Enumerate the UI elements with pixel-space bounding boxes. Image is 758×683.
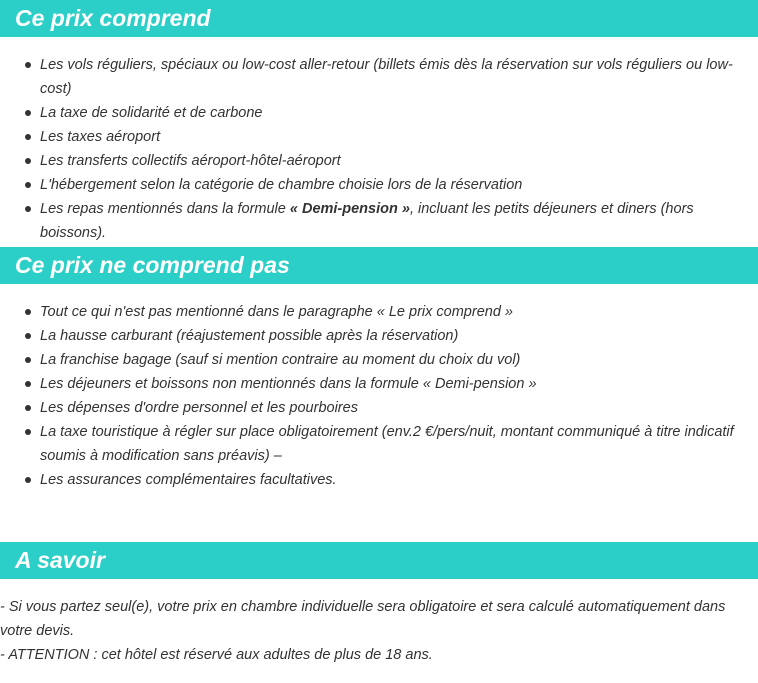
bullet-icon [25, 182, 31, 188]
list-item: La taxe touristique à régler sur place obligatoirement (env.2 €/pers/nuit, montant communiqué à titre indicatif soumis à modification sans préavis) – [0, 420, 758, 468]
list-item: L'hébergement selon la catégorie de chambre choisie lors de la réservation [0, 173, 758, 197]
section-header-good-to-know [0, 542, 758, 579]
section-title: Ce prix comprend [15, 5, 211, 31]
bullet-icon [25, 477, 31, 483]
list-item: Les assurances complémentaires facultatives. [0, 468, 758, 492]
list-item: La franchise bagage (sauf si mention contraire au moment du choix du vol) [0, 348, 758, 372]
list-item: Les transferts collectifs aéroport-hôtel-aéroport [0, 149, 758, 173]
list-item: Les repas mentionnés dans la formule « Demi-pension », incluant les petits déjeuners et diners (hors boissons). [0, 197, 758, 245]
demi-pension-label: « Demi-pension » [289, 201, 410, 217]
bullet-icon [25, 333, 31, 339]
list-item: Les taxes aéroport [0, 125, 758, 149]
section-header-not-included [0, 247, 758, 284]
list-item: La hausse carburant (réajustement possible après la réservation) [0, 324, 758, 348]
list-item: Tout ce qui n'est pas mentionné dans le paragraphe « Le prix comprend » [0, 300, 758, 324]
section-header-included [0, 0, 758, 37]
list-item: Les dépenses d'ordre personnel et les pourboires [0, 396, 758, 420]
list-item: La taxe de solidarité et de carbone [0, 101, 758, 125]
list-item: Les déjeuners et boissons non mentionnés dans la formule « Demi-pension » [0, 372, 758, 396]
bullet-icon [25, 405, 31, 411]
bullet-icon [25, 429, 31, 435]
bullet-icon [25, 357, 31, 363]
section-title: A savoir [15, 547, 105, 573]
bullet-icon [25, 134, 31, 140]
note-single-supplement: - Si vous partez seul(e), votre prix en chambre individuelle sera obligatoire et sera calculé automatiquement dans votre devis. [0, 599, 726, 639]
bullet-icon [25, 62, 31, 68]
bullet-icon [25, 206, 31, 212]
note-adults-only: - ATTENTION : cet hôtel est réservé aux adultes de plus de 18 ans. [0, 647, 433, 663]
bullet-icon [25, 381, 31, 387]
included-list [0, 53, 758, 245]
bullet-icon [25, 110, 31, 116]
list-item: Les vols réguliers, spéciaux ou low-cost aller-retour (billets émis dès la réservation sur vols réguliers ou low-cost) [0, 53, 758, 101]
not-included-list [0, 300, 758, 492]
section-title: Ce prix ne comprend pas [15, 252, 290, 278]
bullet-icon [25, 309, 31, 315]
bullet-icon [25, 158, 31, 164]
